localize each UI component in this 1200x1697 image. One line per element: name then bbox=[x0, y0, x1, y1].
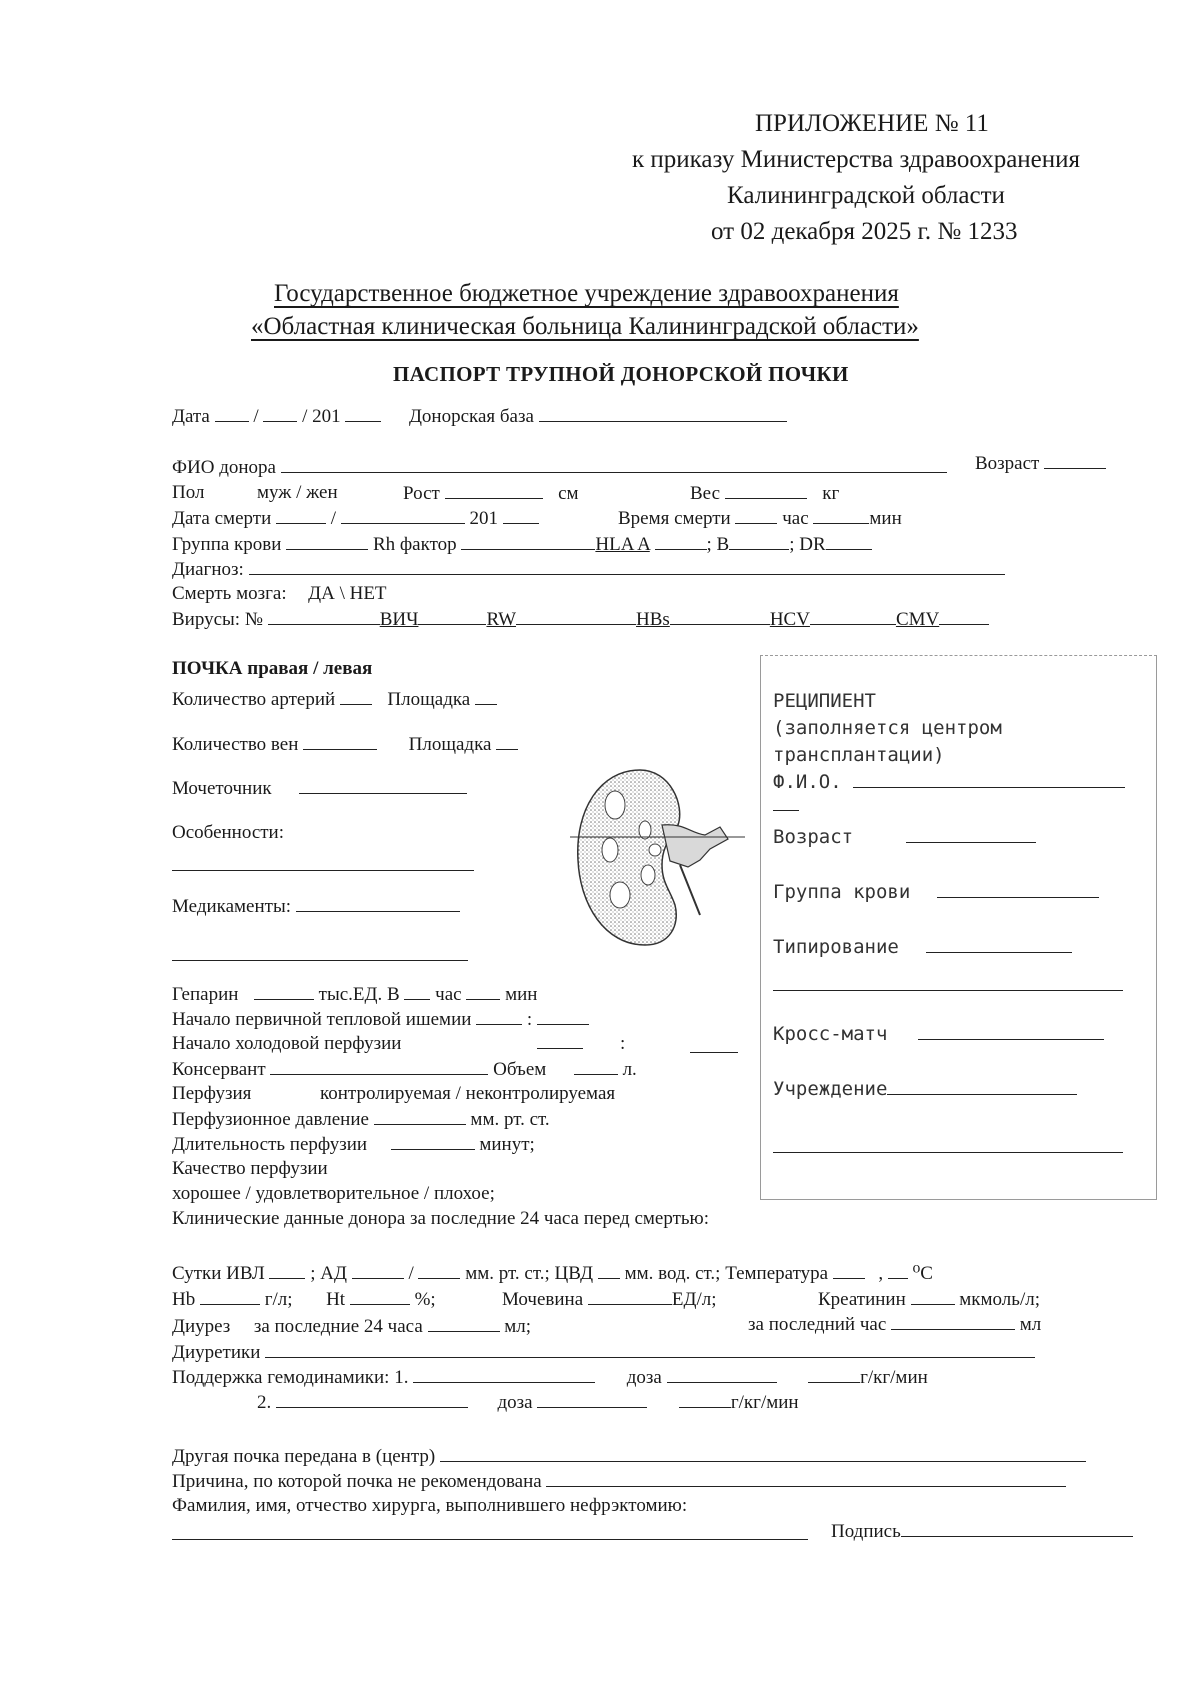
support-label: Поддержка гемодинамики: 1. bbox=[172, 1367, 409, 1388]
features-field[interactable] bbox=[172, 870, 474, 871]
surgeon-label: Фамилия, имя, отчество хирурга, выполнившего нефрэктомию: bbox=[172, 1495, 688, 1516]
blood-label: Группа крови bbox=[172, 534, 282, 555]
diagnosis-field[interactable] bbox=[249, 558, 1005, 575]
height-field[interactable] bbox=[445, 482, 543, 499]
volume-label: Объем bbox=[493, 1059, 547, 1080]
signature-label: Подпись bbox=[831, 1521, 901, 1542]
recipient-typing-label: Типирование bbox=[773, 936, 899, 958]
meds-field[interactable] bbox=[296, 895, 460, 912]
rh-field[interactable] bbox=[461, 533, 595, 550]
date-month-field[interactable] bbox=[263, 405, 297, 422]
age-group bbox=[975, 452, 1106, 475]
date-day-field[interactable] bbox=[215, 405, 249, 422]
ivl-field[interactable] bbox=[269, 1262, 305, 1279]
hour-unit: час bbox=[782, 508, 809, 529]
recipient-institution-field-extra[interactable] bbox=[773, 1152, 1123, 1153]
order-region: Калининградской области bbox=[727, 182, 1005, 209]
heparin-label: Гепарин bbox=[172, 984, 239, 1005]
recipient-fio-row bbox=[773, 771, 1125, 793]
other-kidney-field[interactable] bbox=[440, 1445, 1086, 1462]
mmhg-cvd-label: мм. рт. ст.; ЦВД bbox=[465, 1263, 594, 1284]
order-reference: к приказу Министерства здравоохранения bbox=[632, 146, 1081, 173]
pressure-row bbox=[172, 1108, 550, 1131]
cmv-field[interactable] bbox=[939, 608, 989, 625]
weight-group bbox=[690, 482, 839, 505]
support-item-2: 2. bbox=[257, 1392, 272, 1413]
warm-ischemia-min-field[interactable] bbox=[537, 1008, 589, 1025]
ivl-label: Сутки ИВЛ bbox=[172, 1263, 265, 1284]
death-time-label: Время смерти bbox=[618, 508, 731, 529]
cvd-field[interactable] bbox=[598, 1262, 620, 1279]
recipient-fio-label: Ф.И.О. bbox=[773, 771, 842, 793]
duration-field[interactable] bbox=[391, 1133, 475, 1150]
other-kidney-label: Другая почка передана в (центр) bbox=[172, 1446, 436, 1467]
fio-row bbox=[172, 456, 947, 479]
rw-field[interactable] bbox=[516, 608, 636, 625]
brain-death-row bbox=[172, 583, 387, 605]
heparin-min-unit: мин bbox=[505, 984, 538, 1005]
quality-options[interactable]: хорошее / удовлетворительное / плохое; bbox=[172, 1183, 495, 1204]
quality-label: Качество перфузии bbox=[172, 1158, 328, 1179]
creatinine-unit: мкмоль/л; bbox=[959, 1289, 1040, 1310]
rate-1-field[interactable] bbox=[808, 1366, 860, 1383]
arteries-platform-field[interactable] bbox=[475, 688, 497, 705]
ht-label: Ht bbox=[326, 1289, 346, 1310]
ivl-row: Сутки ИВЛ ; АД / мм. рт. ст.; ЦВД мм. вод. ст.; Температура , ⁰С bbox=[172, 1263, 933, 1284]
weight-label: Вес bbox=[690, 483, 721, 504]
urea-group bbox=[502, 1288, 717, 1311]
signature-row bbox=[831, 1520, 1133, 1543]
recipient-blood-field[interactable] bbox=[937, 881, 1099, 898]
recipient-institution-label: Учреждение bbox=[773, 1078, 888, 1100]
duration-row bbox=[172, 1133, 535, 1156]
hcv-label: HCV bbox=[769, 609, 810, 630]
urea-unit: ЕД/л; bbox=[671, 1289, 717, 1310]
diuresis-hour-group bbox=[748, 1313, 1041, 1336]
ad-systolic-field[interactable] bbox=[352, 1262, 404, 1279]
hla-b-field[interactable] bbox=[729, 533, 789, 550]
recipient-typing-row bbox=[773, 936, 1072, 958]
pressure-label: Перфузионное давление bbox=[172, 1109, 369, 1130]
diuretics-label: Диуретики bbox=[172, 1342, 261, 1363]
temp-frac-field[interactable] bbox=[888, 1262, 908, 1279]
hla-dr-label: ; DR bbox=[789, 534, 826, 555]
cold-perfusion-min-field[interactable] bbox=[690, 1052, 738, 1053]
weight-field[interactable] bbox=[725, 482, 807, 499]
meds-row bbox=[172, 895, 460, 918]
diuretics-row bbox=[172, 1341, 1035, 1364]
hiv-label: ВИЧ bbox=[379, 609, 419, 630]
recipient-blood-label: Группа крови bbox=[773, 881, 911, 903]
recipient-crossmatch-row bbox=[773, 1023, 1104, 1045]
date-row: Дата / / 201 Донорская база bbox=[172, 405, 787, 428]
ad-label: ; АД bbox=[310, 1263, 347, 1284]
temp-int-field[interactable] bbox=[833, 1262, 865, 1279]
death-year-field[interactable] bbox=[503, 507, 539, 524]
death-year-prefix: 201 bbox=[469, 508, 499, 529]
min-unit: мин bbox=[869, 508, 902, 529]
blood-field[interactable] bbox=[286, 533, 368, 550]
warm-ischemia-row: Начало первичной тепловой ишемии : bbox=[172, 1008, 589, 1031]
heparin-units: тыс.ЕД. В bbox=[318, 984, 400, 1005]
ureter-label: Мочеточник bbox=[172, 778, 272, 799]
support-drug-1-field[interactable] bbox=[413, 1366, 595, 1383]
veins-platform-field[interactable] bbox=[496, 733, 518, 750]
recipient-typing-field-extra[interactable] bbox=[773, 990, 1123, 991]
veins-label: Количество вен bbox=[172, 734, 299, 755]
recipient-fio-field-extra[interactable] bbox=[773, 810, 799, 811]
heparin-hour-unit: час bbox=[435, 984, 462, 1005]
sex-label: Пол bbox=[172, 482, 205, 503]
cvd-unit: мм. вод. ст.; bbox=[624, 1263, 721, 1284]
heparin-field[interactable] bbox=[254, 983, 314, 1000]
rate-2-field[interactable] bbox=[679, 1391, 731, 1408]
heparin-row bbox=[172, 983, 537, 1006]
hb-unit: г/л; bbox=[264, 1289, 293, 1310]
kidney-heading: ПОЧКА правая / левая bbox=[172, 658, 373, 679]
perfusion-options[interactable]: контролируемая / неконтролируемая bbox=[320, 1083, 616, 1104]
dose-2-label: доза bbox=[497, 1392, 533, 1413]
dose-2-field[interactable] bbox=[537, 1391, 647, 1408]
rate-1-unit: г/кг/мин bbox=[860, 1367, 928, 1388]
death-day-field[interactable] bbox=[276, 507, 326, 524]
appendix-number: ПРИЛОЖЕНИЕ № 11 bbox=[755, 110, 989, 137]
urea-label: Мочевина bbox=[502, 1289, 584, 1310]
heparin-min-field[interactable] bbox=[466, 983, 500, 1000]
creatinine-label: Креатинин bbox=[818, 1289, 906, 1310]
height-group bbox=[403, 482, 579, 505]
rh-label: Rh фактор bbox=[372, 534, 457, 555]
brain-death-options[interactable]: ДА \ НЕТ bbox=[308, 583, 387, 604]
preservative-label: Консервант bbox=[172, 1059, 266, 1080]
hb-label: Hb bbox=[172, 1289, 196, 1310]
meds-label: Медикаменты: bbox=[172, 896, 292, 917]
arteries-label: Количество артерий bbox=[172, 689, 336, 710]
institution-line1: Государственное бюджетное учреждение здравоохранения bbox=[274, 280, 899, 307]
recipient-institution-row bbox=[773, 1078, 1077, 1100]
hla-dr-field[interactable] bbox=[826, 533, 872, 550]
donor-fio-field[interactable] bbox=[281, 456, 947, 473]
reason-row bbox=[172, 1470, 1066, 1493]
diuresis-24h-unit: мл; bbox=[504, 1316, 532, 1337]
diagnosis-label: Диагноз: bbox=[172, 559, 244, 580]
recipient-fio-field[interactable] bbox=[853, 771, 1125, 788]
order-date: от 02 декабря 2025 г. № 1233 bbox=[711, 218, 1018, 245]
hbs-field[interactable] bbox=[670, 608, 770, 625]
brain-death-label: Смерть мозга: bbox=[172, 583, 287, 604]
recipient-typing-field[interactable] bbox=[926, 936, 1072, 953]
support-row-2 bbox=[257, 1391, 799, 1414]
arteries-field[interactable] bbox=[340, 688, 372, 705]
hb-group bbox=[172, 1288, 436, 1311]
pressure-field[interactable] bbox=[374, 1108, 466, 1125]
sex-options[interactable]: муж / жен bbox=[257, 482, 338, 503]
diuresis-24h-label: за последние 24 часа bbox=[253, 1316, 423, 1337]
heparin-hour-field[interactable] bbox=[404, 983, 430, 1000]
diuresis-hour-field[interactable] bbox=[891, 1313, 1015, 1330]
kidney-illustration bbox=[570, 765, 745, 950]
date-label: Дата bbox=[172, 406, 210, 427]
temp-unit: ⁰С bbox=[912, 1263, 933, 1284]
height-label: Рост bbox=[403, 483, 440, 504]
volume-unit: л. bbox=[622, 1059, 637, 1080]
diuresis-24h-field[interactable] bbox=[428, 1315, 500, 1332]
creatinine-field[interactable] bbox=[911, 1288, 955, 1305]
blood-group bbox=[172, 533, 872, 556]
date-year-prefix: / 201 bbox=[302, 406, 341, 427]
meds-field-extra[interactable] bbox=[172, 960, 468, 961]
recipient-crossmatch-label: Кросс-матч bbox=[773, 1023, 888, 1045]
death-date-group: Дата смерти / 201 bbox=[172, 507, 539, 530]
viruses-label: Вирусы: № bbox=[172, 609, 263, 630]
veins-row bbox=[172, 733, 518, 756]
recipient-crossmatch-field[interactable] bbox=[918, 1023, 1104, 1040]
donor-base-field[interactable] bbox=[539, 405, 787, 422]
weight-unit: кг bbox=[822, 483, 840, 504]
death-hour-field[interactable] bbox=[735, 507, 777, 524]
diuresis-label: Диурез bbox=[172, 1316, 231, 1337]
donor-age-label: Возраст bbox=[975, 453, 1040, 474]
reason-field[interactable] bbox=[546, 1470, 1066, 1487]
preservative-field[interactable] bbox=[270, 1058, 488, 1075]
support-drug-2-field[interactable] bbox=[276, 1391, 468, 1408]
veins-field[interactable] bbox=[303, 733, 377, 750]
recipient-age-row bbox=[773, 826, 1036, 848]
diuretics-field[interactable] bbox=[265, 1341, 1035, 1358]
signature-field[interactable] bbox=[901, 1520, 1133, 1537]
donor-age-field[interactable] bbox=[1044, 452, 1106, 469]
ureter-field[interactable] bbox=[299, 777, 467, 794]
ht-unit: %; bbox=[414, 1289, 436, 1310]
cold-perfusion-label: Начало холодовой перфузии bbox=[172, 1033, 402, 1054]
ureter-row bbox=[172, 777, 467, 800]
recipient-subtitle-2: трансплантации) bbox=[773, 744, 945, 766]
recipient-age-field[interactable] bbox=[906, 826, 1036, 843]
death-date-label: Дата смерти bbox=[172, 508, 272, 529]
features-label: Особенности: bbox=[172, 822, 284, 843]
hcv-field[interactable] bbox=[810, 608, 896, 625]
perfusion-label: Перфузия bbox=[172, 1083, 252, 1104]
recipient-title: РЕЦИПИЕНТ bbox=[773, 690, 876, 712]
recipient-institution-field[interactable] bbox=[887, 1078, 1077, 1095]
urea-field[interactable] bbox=[588, 1288, 672, 1305]
rate-2-unit: г/кг/мин bbox=[730, 1392, 799, 1413]
dose-1-field[interactable] bbox=[667, 1366, 777, 1383]
hla-b-label: ; B bbox=[706, 534, 730, 555]
warm-ischemia-hour-field[interactable] bbox=[476, 1008, 522, 1025]
arteries-platform-label: Площадка bbox=[387, 689, 471, 710]
recipient-blood-row bbox=[773, 881, 1099, 903]
viruses-number-field[interactable] bbox=[268, 608, 380, 625]
diuresis-group bbox=[172, 1315, 531, 1338]
duration-label: Длительность перфузии bbox=[172, 1134, 368, 1155]
ht-field[interactable] bbox=[350, 1288, 410, 1305]
warm-ischemia-label: Начало первичной тепловой ишемии bbox=[172, 1009, 472, 1030]
creatinine-group bbox=[818, 1288, 1040, 1311]
ad-diastolic-field[interactable] bbox=[418, 1262, 460, 1279]
cold-perfusion-hour-field[interactable] bbox=[537, 1048, 583, 1049]
hla-a-field[interactable] bbox=[655, 533, 707, 550]
temp-label: Температура bbox=[725, 1263, 829, 1284]
volume-field[interactable] bbox=[574, 1058, 618, 1075]
death-time-group bbox=[618, 507, 902, 530]
preservative-row bbox=[172, 1058, 637, 1081]
diagnosis-row bbox=[172, 558, 1005, 581]
institution-line2: «Областная клиническая больница Калининградской области» bbox=[251, 313, 919, 340]
death-month-field[interactable] bbox=[341, 507, 465, 524]
date-year-field[interactable] bbox=[345, 405, 381, 422]
diuresis-hour-label: за последний час bbox=[748, 1314, 887, 1335]
support-row-1 bbox=[172, 1366, 928, 1389]
other-kidney-row bbox=[172, 1445, 1086, 1468]
hb-field[interactable] bbox=[200, 1288, 260, 1305]
clinical-heading: Клинические данные донора за последние 24 часа перед смертью: bbox=[172, 1208, 710, 1229]
recipient-age-label: Возраст bbox=[773, 826, 854, 848]
hbs-label: HBs bbox=[636, 609, 670, 630]
hiv-field[interactable] bbox=[418, 608, 486, 625]
recipient-subtitle-1: (заполняется центром bbox=[773, 717, 1002, 739]
viruses-row bbox=[172, 608, 989, 631]
cmv-label: CMV bbox=[895, 609, 940, 630]
rw-label: RW bbox=[486, 609, 517, 630]
height-unit: см bbox=[558, 483, 579, 504]
donor-base-label: Донорская база bbox=[408, 406, 534, 427]
arteries-row bbox=[172, 688, 497, 711]
pressure-unit: мм. рт. ст. bbox=[470, 1109, 550, 1130]
surgeon-field[interactable] bbox=[172, 1539, 808, 1540]
veins-platform-label: Площадка bbox=[408, 734, 492, 755]
duration-unit: минут; bbox=[479, 1134, 535, 1155]
reason-label: Причина, по которой почка не рекомендована bbox=[172, 1471, 542, 1492]
donor-fio-label: ФИО донора bbox=[172, 457, 276, 478]
death-min-field[interactable] bbox=[813, 507, 869, 524]
diuresis-hour-unit: мл bbox=[1019, 1314, 1042, 1335]
hla-a-label: HLA A bbox=[595, 534, 650, 555]
dose-1-label: доза bbox=[626, 1367, 662, 1388]
page-title: ПАСПОРТ ТРУПНОЙ ДОНОРСКОЙ ПОЧКИ bbox=[393, 362, 849, 386]
